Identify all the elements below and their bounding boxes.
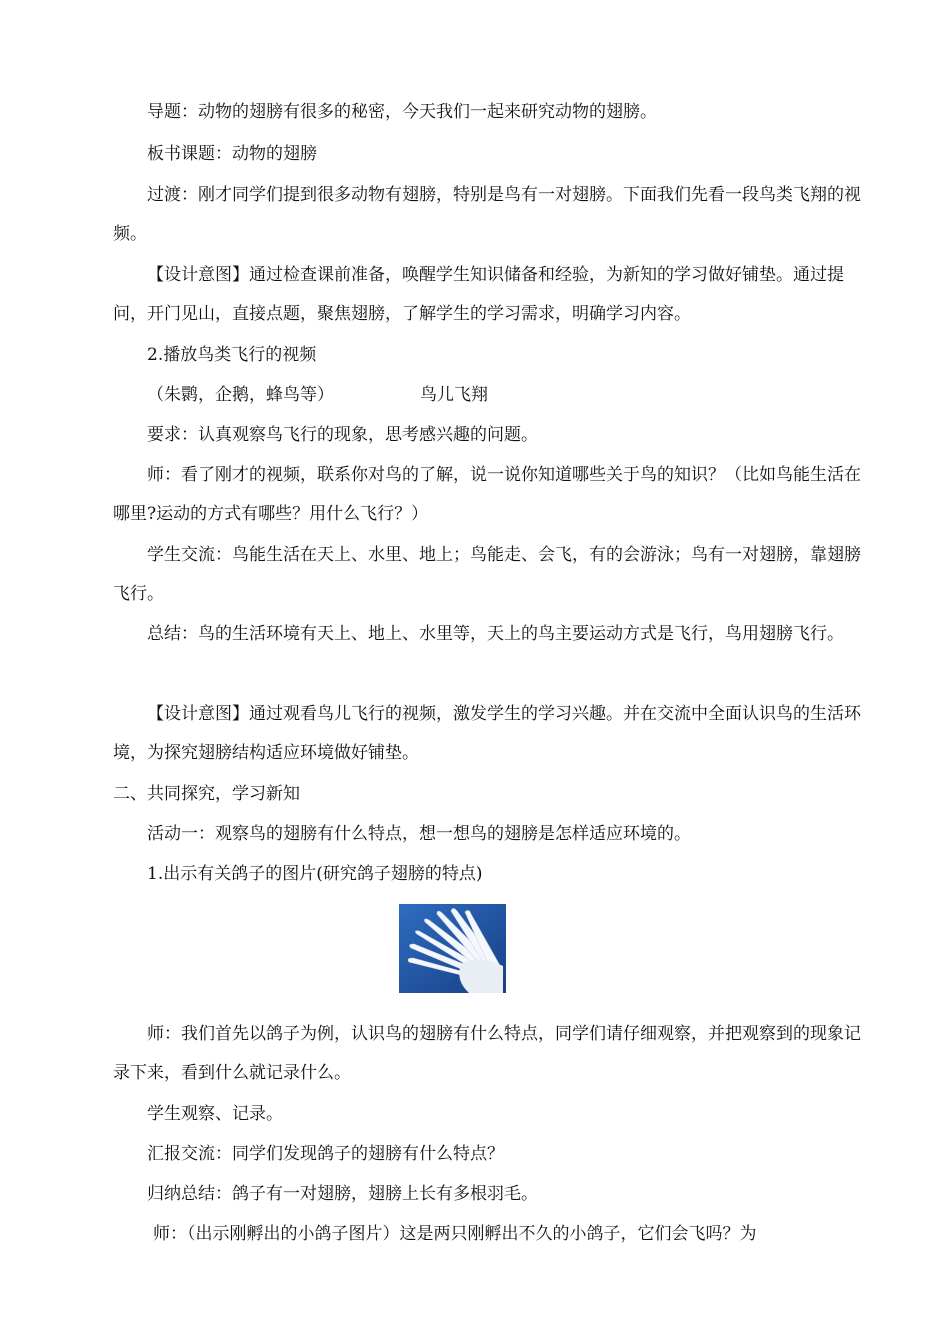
paragraph-teacher-chicks: 师：（出示刚孵出的小鸽子图片）这是两只刚孵出不久的小鸽子，它们会飞吗？为 <box>153 1224 757 1244</box>
paragraph-play-video: 2.播放鸟类飞行的视频 <box>147 345 317 365</box>
paragraph-board-title: 板书课题：动物的翅膀 <box>147 144 317 164</box>
paragraph-design-intent-1: 【设计意图】通过检查课前准备，唤醒学生知识储备和经验，为新知的学习做好铺垫。通过提问，开门见山，直接点题，聚焦翅膀，了解学生的学习需求，明确学习内容。 <box>113 265 844 324</box>
video-bird-list: （朱鹮，企鹅，蜂鸟等） <box>147 385 334 405</box>
paragraph-activity-one: 活动一：观察鸟的翅膀有什么特点，想一想鸟的翅膀是怎样适应环境的。 <box>147 824 691 844</box>
paragraph-teacher-question: 师：看了刚才的视频，联系你对鸟的了解，说一说你知道哪些关于鸟的知识？（比如鸟能生活在哪里?运动的方式有哪些？用什么飞行？） <box>113 465 861 524</box>
paragraph-report: 汇报交流：同学们发现鸽子的翅膀有什么特点？ <box>147 1144 504 1164</box>
paragraph-transition: 过渡：刚才同学们提到很多动物有翅膀，特别是鸟有一对翅膀。下面我们先看一段鸟类飞翔的视频。 <box>113 185 861 244</box>
paragraph-conclusion: 归纳总结：鸽子有一对翅膀，翅膀上长有多根羽毛。 <box>147 1184 538 1204</box>
paragraph-summary: 总结：鸟的生活环境有天上、地上、水里等，天上的鸟主要运动方式是飞行，鸟用翅膀飞行。 <box>147 624 844 644</box>
paragraph-design-intent-2: 【设计意图】通过观看鸟儿飞行的视频，激发学生的学习兴趣。并在交流中全面认识鸟的生活环境，为探究翅膀结构适应环境做好铺垫。 <box>113 704 861 763</box>
paragraph-student-discussion: 学生交流：鸟能生活在天上、水里、地上；鸟能走、会飞，有的会游泳；鸟有一对翅膀，靠翅膀飞行。 <box>113 545 861 604</box>
video-title-label: 鸟儿飞翔 <box>420 385 488 405</box>
section-heading: 二、共同探究，学习新知 <box>113 784 300 804</box>
paragraph-teacher-observe: 师：我们首先以鸽子为例，认识鸟的翅膀有什么特点，同学们请仔细观察，并把观察到的现象记录下来，看到什么就记录什么。 <box>113 1024 861 1083</box>
paragraph-show-pigeon: 1.出示有关鸽子的图片(研究鸽子翅膀的特点) <box>147 864 483 884</box>
paragraph-intro: 导题：动物的翅膀有很多的秘密，今天我们一起来研究动物的翅膀。 <box>147 102 657 122</box>
paragraph-student-record: 学生观察、记录。 <box>147 1104 283 1124</box>
paragraph-requirement: 要求：认真观察鸟飞行的现象，思考感兴趣的问题。 <box>147 425 538 445</box>
pigeon-wing-image <box>399 904 506 993</box>
